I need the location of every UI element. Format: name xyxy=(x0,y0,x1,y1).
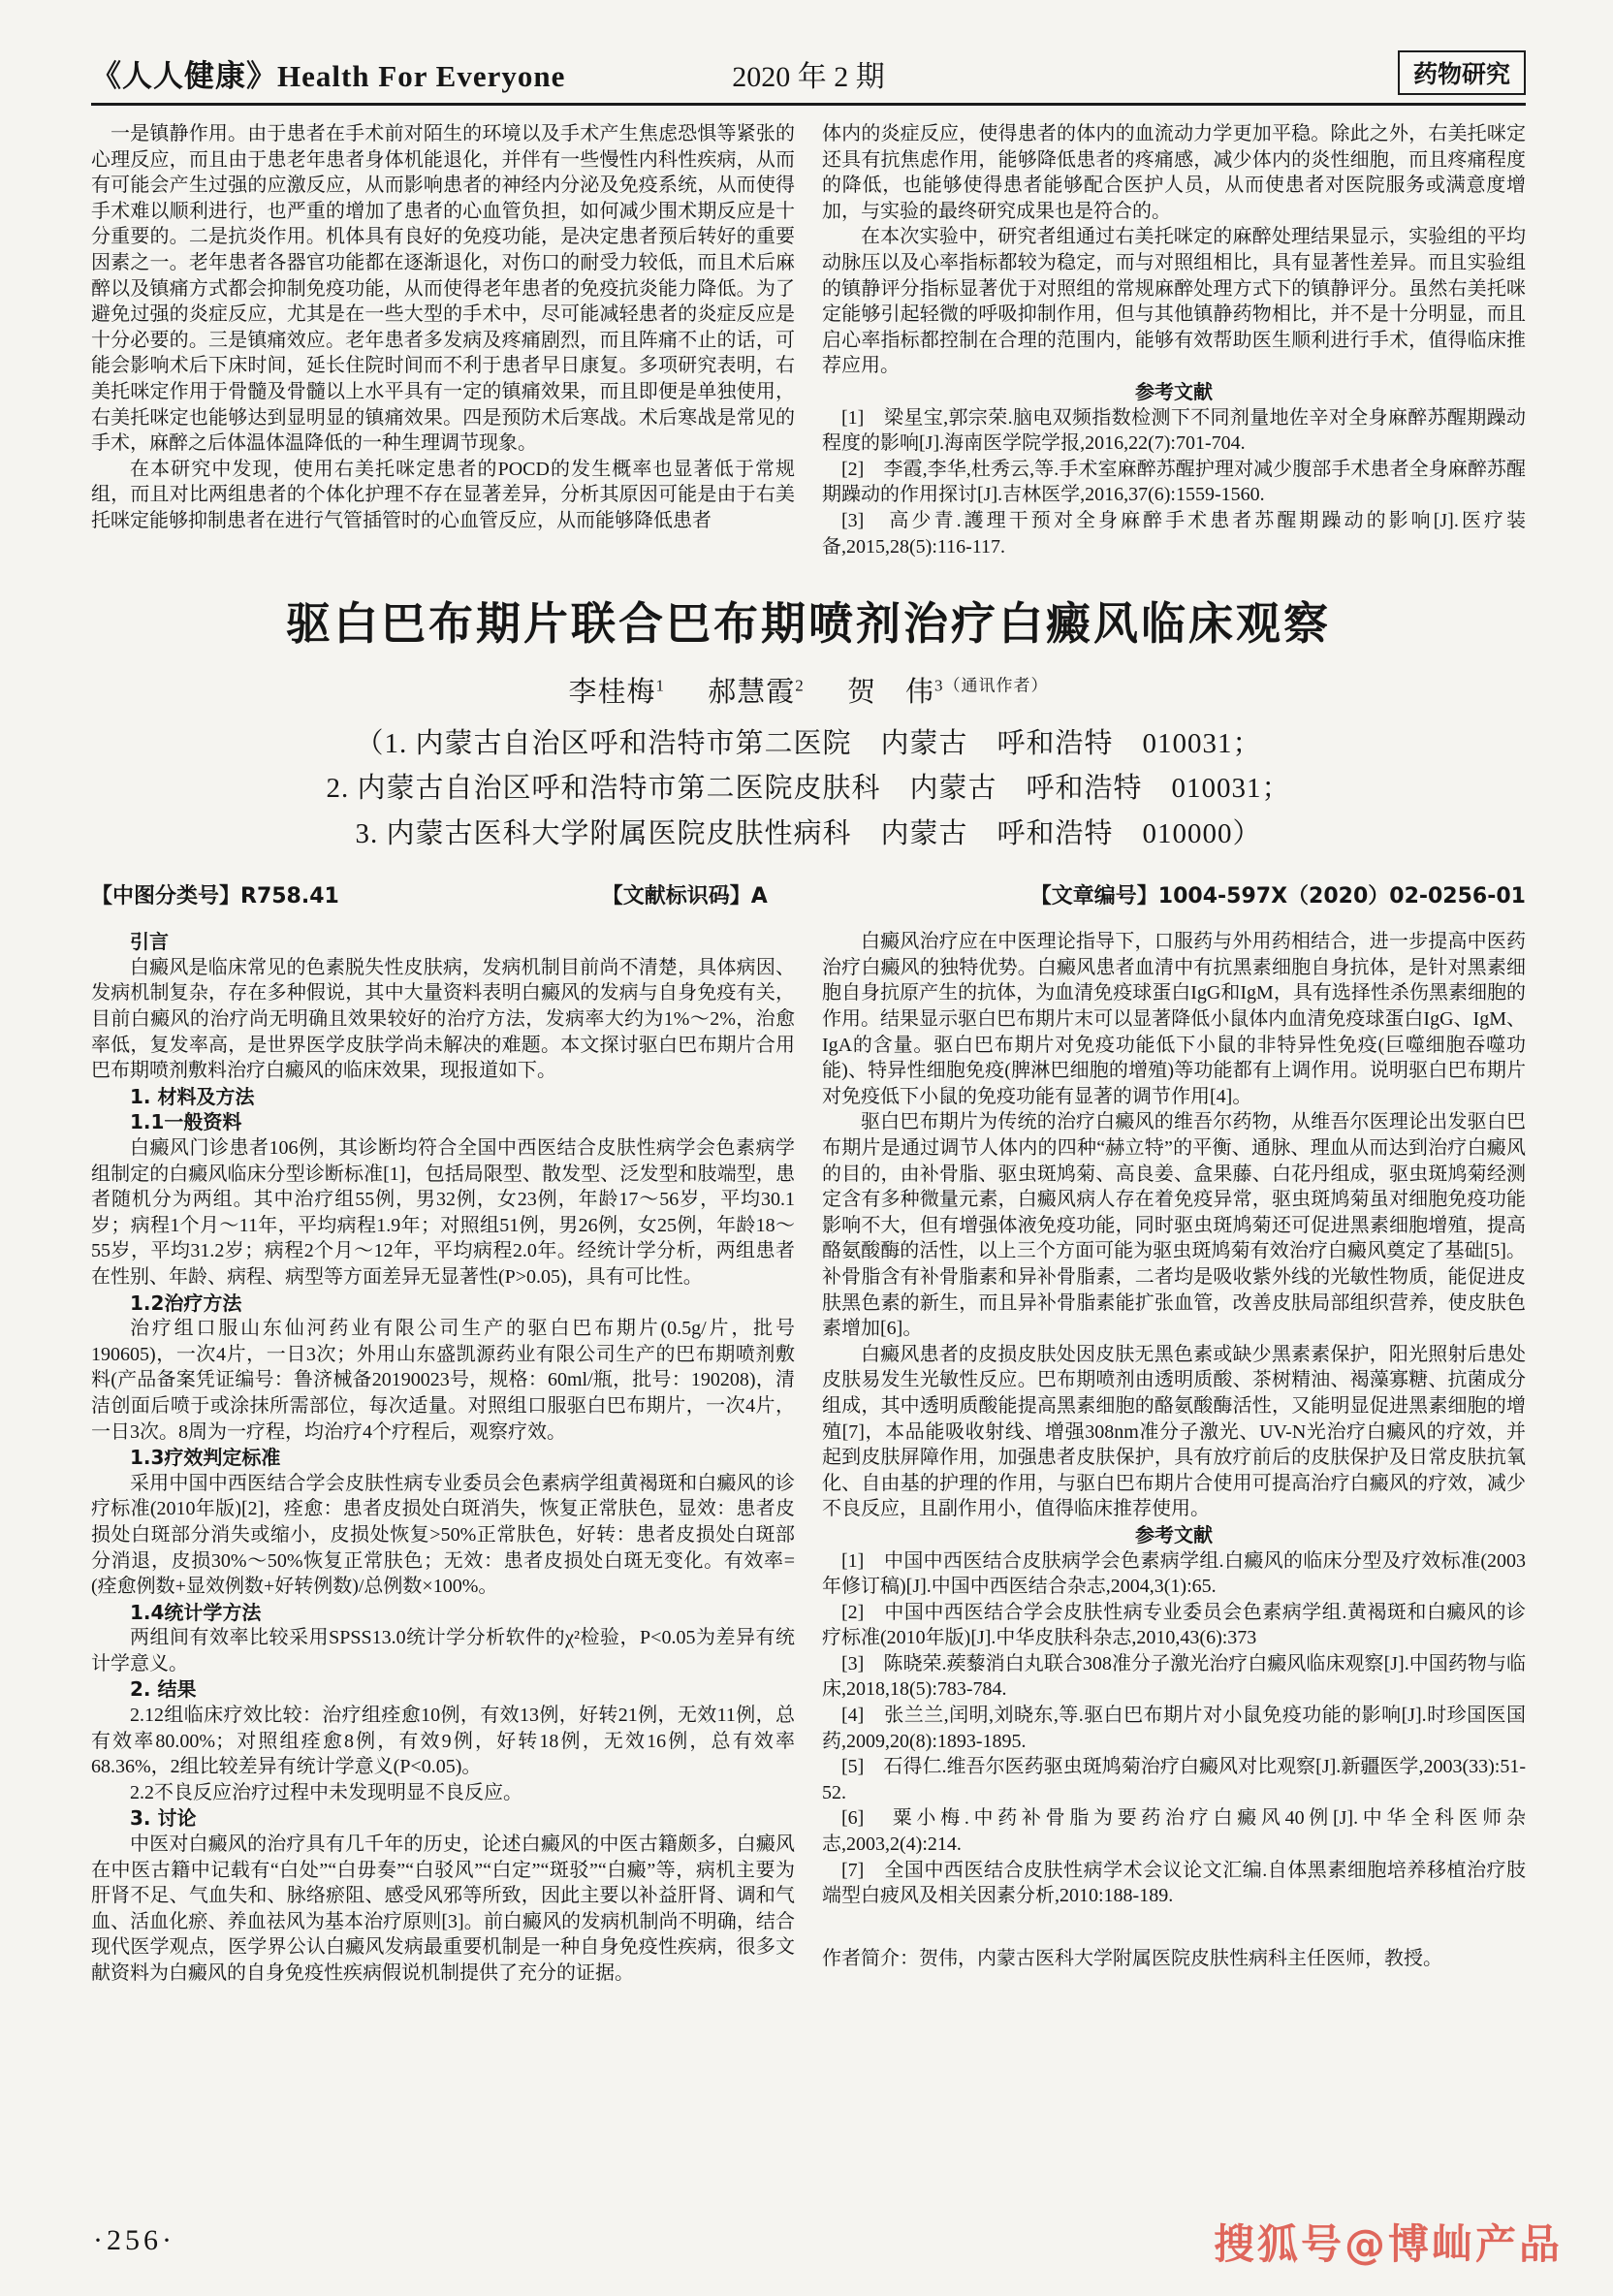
affiliation-line: （1. 内蒙古自治区呼和浩特市第二医院 内蒙古 呼和浩特 010031； xyxy=(355,728,1262,760)
reference-item: [5] 石得仁.维吾尔医药驱虫斑鸠菊治疗白癜风对比观察[J].新疆医学,2003(33):51-52. xyxy=(822,1756,1526,1803)
article-right-column xyxy=(822,929,1526,1986)
author-name: 李桂梅 xyxy=(568,677,656,709)
author xyxy=(847,677,1049,708)
section-badge-wrap xyxy=(885,50,1526,95)
reference-item: [1] 中国中西医结合皮肤病学会色素病学组.白癜风的临床分型及疗效标准(2003年修订稿)[J].中国中西医结合杂志,2004,3(1):65. xyxy=(822,1549,1526,1598)
section-heading: 1.3疗效判定标准 xyxy=(130,1446,281,1470)
paragraph: 采用中国中西医结合学会皮肤性病专业委员会色素病学组黄褐斑和白癜风的诊疗标准(2010年版)[2]，痊愈：患者皮损处白斑消失，恢复正常肤色，显效：患者皮损处白斑部分消失或缩小，皮损处恢复>50%正常肤色，好转：患者皮损处白斑部分消退，皮损30%～50%恢复正常肤色；无效：患者皮损处白斑无变化。有效率=(痊愈例数+显效例数+好转例数)/总例数×100%。 xyxy=(91,1472,795,1598)
reference-item: [3] 高少青.護理干预对全身麻醉手术患者苏醒期躁动的影响[J].医疗装备,2015,28(5):116-117. xyxy=(822,509,1526,558)
author-superscript: 3（通讯作者） xyxy=(934,676,1049,695)
paragraph: 体内的炎症反应，使得患者的体内的血流动力学更加平稳。除此之外，右美托咪定还具有抗焦虑作用，能够降低患者的疼痛感，减少体内的炎性细胞，而且疼痛程度的降低，也能够使得患者能够配合医护人员，从而使患者对医院服务或满意度增加，与实验的最终研究成果也是符合的。 xyxy=(822,123,1526,222)
article-meta-row xyxy=(91,879,1526,909)
issue-label: 2020 年 2 期 xyxy=(732,61,885,93)
affiliation-line: 3. 内蒙古医科大学附属医院皮肤性病科 内蒙古 呼和浩特 010000） xyxy=(355,817,1262,849)
section-badge: 药物研究 xyxy=(1398,50,1526,95)
section-heading: 1.4统计学方法 xyxy=(130,1600,262,1624)
affiliations xyxy=(91,721,1526,856)
section-heading: 3. 讨论 xyxy=(130,1806,197,1831)
header-divider xyxy=(91,103,1526,106)
paragraph: 白癜风患者的皮损皮肤处因皮肤无黑色素或缺少黑素素保护，阳光照射后患处皮肤易发生光敏性反应。巴布期喷剂由透明质酸、茶树精油、褐藻寡糖、抗菌成分组成，其中透明质酸能提高黑素细胞的酪氨酸酶活性，又能明显促进黑素细胞的增殖[7]，本品能吸收射线、增强308nm准分子激光、UV-N光治疗白癜风的疗效，并起到皮肤屏障作用，加强患者皮肤保护，具有放疗前后的皮肤保护及日常皮肤抗氧化、自由基的护理的作用，与驱白巴布期片合使用可提高治疗白癜风的疗效，减少不良反应，且副作用小，值得临床推荐使用。 xyxy=(822,1343,1526,1520)
author xyxy=(568,677,665,708)
paragraph: 在本次实验中，研究者组通过右美托咪定的麻醉处理结果显示，实验组的平均动脉压以及心率指标都较为稳定，而与对照组相比，具有显著性差异。而且实验组的镇静评分指标显著优于对照组的常规麻醉处理方式下的镇静评分。虽然右美托咪定能够引起轻微的呼吸抑制作用，但与其他镇静药物相比，并不是十分明显，而且启心率指标都控制在合理的范围内，能够有效帮助医生顺利进行手术，值得临床推荐应用。 xyxy=(822,226,1526,377)
article-id: 【文章编号】1004-597X（2020）02-0256-01 xyxy=(1029,884,1526,909)
document-code: 【文献标识码】A xyxy=(601,884,768,909)
section-heading: 引言 xyxy=(130,930,169,954)
author xyxy=(708,677,805,708)
paragraph: 两组间有效率比较采用SPSS13.0统计学分析软件的χ²检验，P<0.05为差异有统计学意义。 xyxy=(91,1627,795,1674)
prev-right-column xyxy=(822,121,1526,559)
references-heading: 参考文献 xyxy=(1135,379,1213,403)
references-heading: 参考文献 xyxy=(1135,1522,1213,1547)
paragraph: 治疗组口服山东仙河药业有限公司生产的驱白巴布期片(0.5g/片，批号190605)，一次4片，一日3次；外用山东盛凯源药业有限公司生产的巴布期喷剂敷料(产品备案凭证编号：鲁济械备20190023号，规格：60ml/瓶，批号：190208)，清洁创面后喷于或涂抹所需部位，每次适量。对照组口服驱白巴布期片，一次4片，一日3次。8周为一疗程，均治疗4个疗程后，观察疗效。 xyxy=(91,1318,795,1443)
prev-left-column xyxy=(91,121,795,559)
article-left-column xyxy=(91,929,795,1986)
paragraph: 在本研究中发现，使用右美托咪定患者的POCD的发生概率也显著低于常规组，而且对比两组患者的个体化护理不存在显著差异，分析其原因可能是由于右美托咪定能够抑制患者在进行气管插管时的心血管反应，从而能够降低患者 xyxy=(91,458,795,531)
paragraph: 驱白巴布期片为传统的治疗白癜风的维吾尔药物，从维吾尔医理论出发驱白巴布期片是通过调节人体内的四种“赫立特”的平衡、通脉、理血从而达到治疗白癜风的目的，由补骨脂、驱虫斑鸠菊、高良姜、盒果藤、白花丹组成，驱虫斑鸠菊经测定含有多种微量元素，白癜风病人存在着免疫异常，驱虫斑鸠菊虽对细胞免疫功能影响不大，但有增强体液免疫功能，同时驱虫斑鸠菊还可促进黑素细胞增殖，提高酪氨酸酶的活性，以上三个方面可能为驱虫斑鸠菊有效治疗白癜风奠定了基础[5]。补骨脂含有补骨脂素和异补骨脂素，二者均是吸收紫外线的光敏性物质，能促进皮肤黑色素的新生，而且异补骨脂素能扩张血管，改善皮肤局部组织营养，使皮肤色素增加[6]。 xyxy=(822,1111,1526,1340)
author-bio: 作者简介：贺伟，内蒙古医科大学附属医院皮肤性病科主任医师，教授。 xyxy=(822,1947,1442,1969)
author-name: 贺 伟 xyxy=(847,677,935,709)
author-name: 郝慧霞 xyxy=(708,677,796,709)
paragraph: 白癜风门诊患者106例，其诊断均符合全国中西医结合皮肤性病学会色素病学组制定的白癜风临床分型诊断标准[1]，包括局限型、散发型、泛发型和肢端型，患者随机分为两组。其中治疗组55例，男32例，女23例，年龄17～56岁，平均30.1岁；病程1个月～11年，平均病程1.9年；对照组51例，男26例，女25例，年龄18～55岁，平均31.2岁；病程2个月～12年，平均病程2.0年。经统计学分析，两组患者在性别、年龄、病程、病型等方面差异无显著性(P>0.05)，具有可比性。 xyxy=(91,1137,795,1288)
page-number: ·256· xyxy=(93,2224,175,2256)
affiliation-line: 2. 内蒙古自治区呼和浩特市第二医院皮肤科 内蒙古 呼和浩特 010031； xyxy=(326,773,1291,805)
reference-item: [2] 中国中西医结合学会皮肤性病专业委员会色素病学组.黄褐斑和白癜风的诊疗标准(2010年版)[J].中华皮肤科杂志,2010,43(6):373 xyxy=(822,1601,1526,1649)
reference-item: [4] 张兰兰,闰明,刘晓东,等.驱白巴布期片对小鼠免疫功能的影响[J].时珍国医国药,2009,20(8):1893-1895. xyxy=(822,1705,1526,1752)
author-superscript: 1 xyxy=(655,676,665,695)
article-body xyxy=(91,929,1526,1986)
article-title: 驱白巴布期片联合巴布期喷剂治疗白癜风临床观察 xyxy=(286,597,1331,651)
watermark: 搜狐号@博屾产品 xyxy=(1213,2220,1563,2268)
reference-item: [6] 粟小梅.中药补骨脂为要药治疗白癜风40例[J].中华全科医师杂志,2003,2(4):214. xyxy=(822,1807,1526,1856)
journal-header xyxy=(91,50,1526,95)
paragraph: 白癜风是临床常见的色素脱失性皮肤病，发病机制目前尚不清楚，具体病因、发病机制复杂，存在多种假说，其中大量资料表明白癜风的发病与自身免疫有关，目前白癜风的治疗尚无明确且效果较好的治疗方法，发病率大约为1%～2%，治愈率低，复发率高，是世界医学皮肤学尚未解决的难题。本文探讨驱白巴布期片合用巴布期喷剂敷料治疗白癜风的临床效果，现报道如下。 xyxy=(91,956,795,1082)
paragraph: 2.2不良反应治疗过程中未发现明显不良反应。 xyxy=(130,1781,522,1803)
clc-number: 【中图分类号】R758.41 xyxy=(91,884,339,909)
section-heading: 1.1一般资料 xyxy=(130,1110,242,1134)
section-heading: 1. 材料及方法 xyxy=(130,1084,255,1108)
paragraph: 中医对白癜风的治疗具有几千年的历史，论述白癜风的中医古籍颇多，白癜风在中医古籍中记载有“白处”“白毋奏”“白驳风”“白定”“斑驳”“白癜”等，病机主要为肝肾不足、气血失和、脉络瘀阻、感受风邪等所致，因此主要以补益肝肾、调和气血、活血化瘀、养血祛风为基本治疗原则[3]。前白癜风的发病机制尚不明确，结合现代医学观点，医学界公认白癜风发病最重要机制是一种自身免疫性疾病，很多文献资料为白癜风的自身免疫性疾病假说机制提供了充分的证据。 xyxy=(91,1834,795,1985)
paragraph: 白癜风治疗应在中医理论指导下，口服药与外用药相结合，进一步提高中医药治疗白癜风的独特优势。白癜风患者血清中有抗黑素细胞自身抗体，是针对黑素细胞自身抗原产生的抗体，为血清免疫球蛋白IgG和IgM，具有选择性杀伤黑素细胞的作用。结果显示驱白巴布期片末可以显著降低小鼠体内血清免疫球蛋白IgG、IgM、IgA的含量。驱白巴布期片对免疫功能低下小鼠的非特异性免疫(巨噬细胞吞噬功能)、特异性细胞免疫(脾淋巴细胞的增殖)等功能都有上调作用。说明驱白巴布期片对免疫低下小鼠的免疫功能有显著的调节作用[4]。 xyxy=(822,931,1526,1107)
journal-title: 《人人健康》Health For Everyone xyxy=(91,59,566,93)
section-heading: 2. 结果 xyxy=(130,1677,197,1702)
author-superscript: 2 xyxy=(795,676,805,695)
reference-item: [2] 李霞,李华,杜秀云,等.手术室麻醉苏醒护理对减少腹部手术患者全身麻醉苏醒期躁动的作用探讨[J].吉林医学,2016,37(6):1559-1560. xyxy=(822,458,1526,506)
paragraph: 2.12组临床疗效比较：治疗组痊愈10例，有效13例，好转21例，无效11例，总有效率80.00%；对照组痊愈8例，有效9例，好转18例，无效16例，总有效率68.36%，2组比较差异有统计学意义(P<0.05)。 xyxy=(91,1705,795,1778)
section-heading: 1.2治疗方法 xyxy=(130,1291,242,1315)
reference-item: [7] 全国中西医结合皮肤性病学术会议论文汇编.自体黑素细胞培养移植治疗肢端型白疲风及相关因素分析,2010:188-189. xyxy=(822,1859,1526,1907)
reference-item: [3] 陈晓荣.蒺藜消白丸联合308准分子激光治疗白癜风临床观察[J].中国药物与临床,2018,18(5):783-784. xyxy=(822,1652,1526,1701)
reference-item: [1] 梁星宝,郭宗荣.脑电双频指数检测下不同剂量地佐辛对全身麻醉苏醒期躁动程度的影响[J].海南医学院学报,2016,22(7):701-704. xyxy=(822,406,1526,455)
authors-line xyxy=(91,670,1526,710)
paragraph: 一是镇静作用。由于患者在手术前对陌生的环境以及手术产生焦虑恐惧等紧张的心理反应，而且由于患老年患者身体机能退化，并伴有一些慢性内科性疾病，从而有可能会产生过强的应激反应，从而影响患者的神经内分泌及免疫系统，从而使得手术难以顺利进行，也严重的增加了患者的心血管负担，如何减少围术期反应是十分重要的。二是抗炎作用。机体具有良好的免疫功能，是决定患者预后转好的重要因素之一。老年患者各器官功能都在逐渐退化，对伤口的耐受力较低，而且术后麻醉以及镇痛方式都会抑制免疫功能，从而使得老年患者的免疫抗炎能力降低。为了避免过强的炎症反应，尤其是在一些大型的手术中，尽可能减轻患者的炎症反应是十分必要的。三是镇痛效应。老年患者多发病及疼痛剧烈，而且阵痛不止的话，可能会影响术后下床时间，延长住院时间而不利于患者早日康复。多项研究表明，右美托咪定作用于骨髓及骨髓以上水平具有一定的镇痛效果，而且即便是单独使用，右美托咪定也能够达到显明显的镇痛效果。四是预防术后寒战。术后寒战是常见的手术，麻醉之后体温体温降低的一种生理调节现象。 xyxy=(91,123,795,455)
previous-article-continuation xyxy=(91,121,1526,559)
